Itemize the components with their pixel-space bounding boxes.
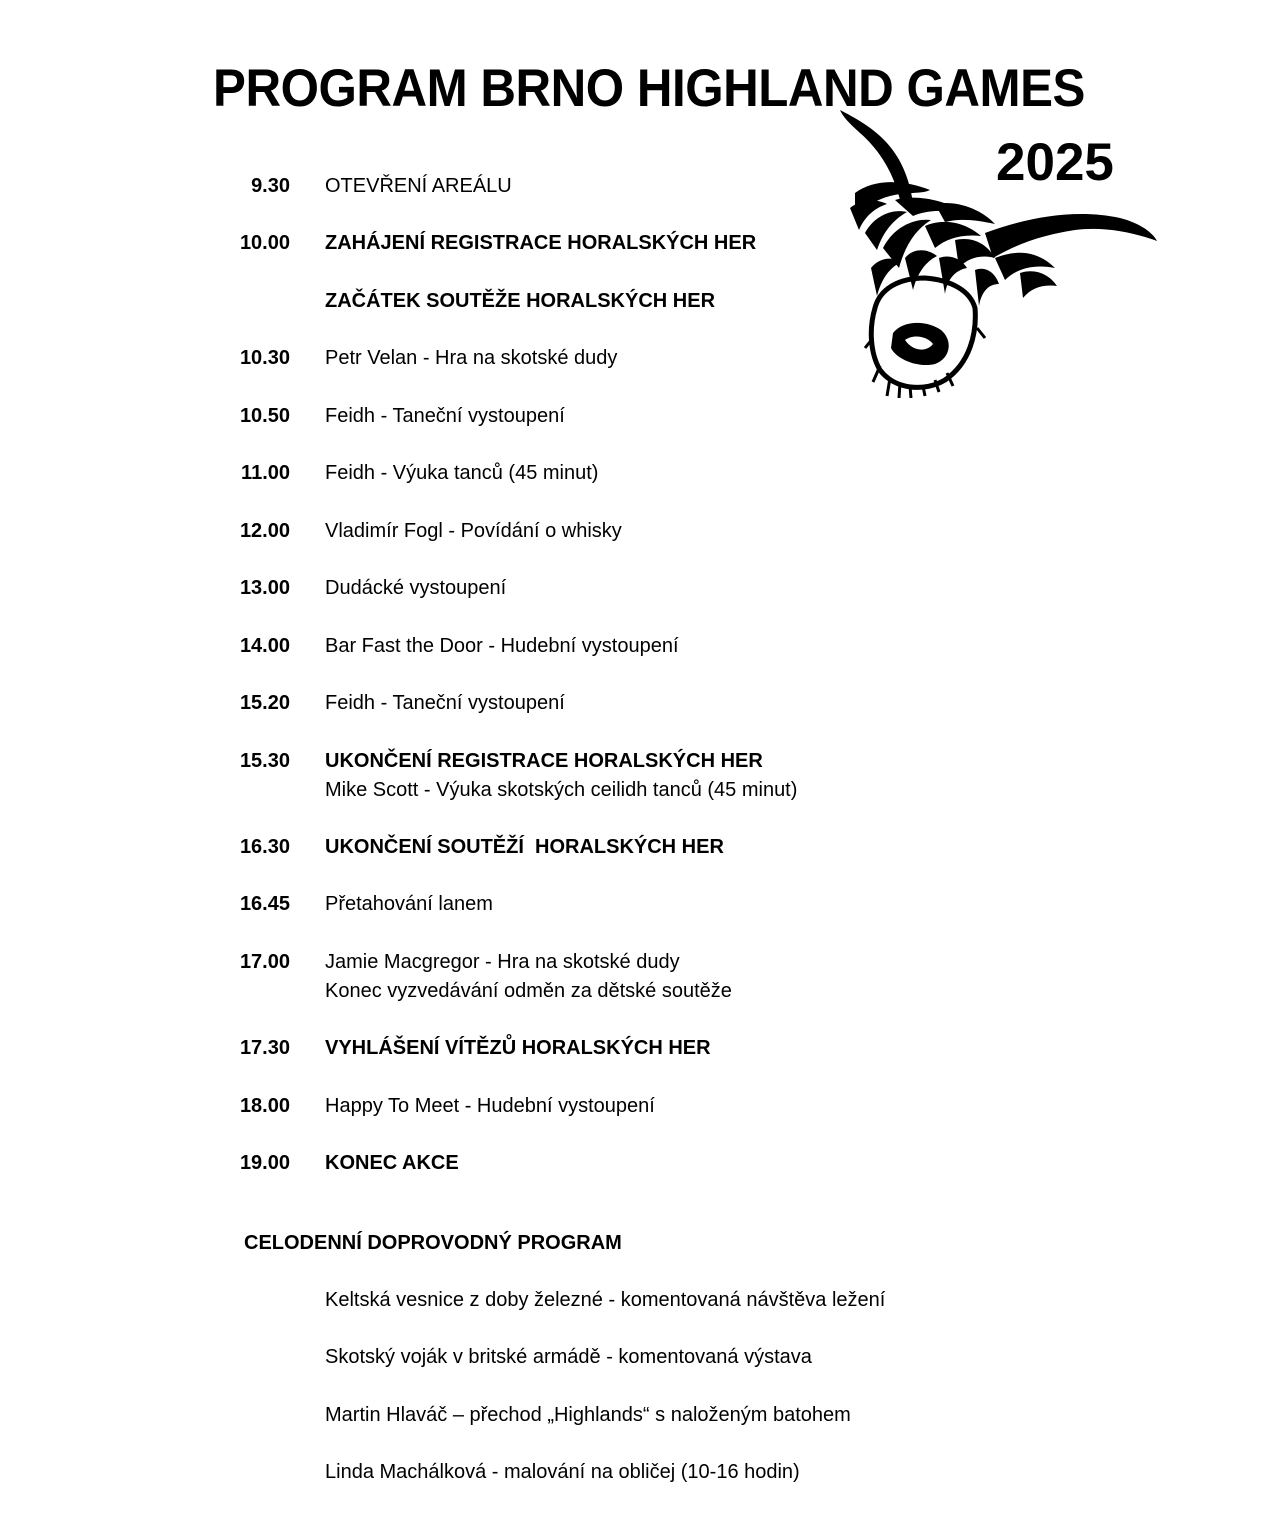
schedule-row [0, 1092, 1000, 1124]
schedule-row [0, 747, 1000, 807]
schedule-row [0, 833, 1000, 865]
schedule-time: 17.30 [239, 1037, 290, 1059]
schedule-desc: Feidh - Taneční vystoupení [325, 405, 565, 427]
year-label: 2025 [996, 133, 1114, 192]
schedule-time: 10.30 [239, 347, 290, 369]
schedule-time: 19.00 [239, 1152, 290, 1174]
schedule-desc: Vladimír Fogl - Povídání o whisky [325, 520, 622, 542]
schedule-desc: Feidh - Výuka tanců (45 minut) [325, 462, 599, 484]
side-program-item: Keltská vesnice z doby železné - komentovaná návštěva ležení [325, 1289, 886, 1311]
schedule-time: 16.30 [239, 836, 290, 858]
schedule-row [0, 689, 1000, 721]
schedule-time: 12.00 [239, 520, 290, 542]
side-program-title: CELODENNÍ DOPROVODNÝ PROGRAM [244, 1232, 622, 1254]
schedule-time: 15.30 [239, 750, 290, 772]
page-title: PROGRAM BRNO HIGHLAND GAMES [213, 59, 1085, 118]
schedule-desc: OTEVŘENÍ AREÁLU [325, 175, 512, 197]
schedule-desc: ZAČÁTEK SOUTĚŽE HORALSKÝCH HER [325, 290, 716, 312]
schedule-row [0, 172, 1000, 204]
schedule-desc: Feidh - Taneční vystoupení [325, 692, 565, 714]
schedule-time: 11.00 [241, 462, 290, 484]
side-program-item: Linda Machálková - malování na obličej (10-16 hodin) [325, 1461, 800, 1483]
schedule-row [0, 574, 1000, 606]
schedule-time: 9.30 [251, 175, 290, 197]
schedule-desc: VYHLÁŠENÍ VÍTĚZŮ HORALSKÝCH HER [325, 1037, 711, 1059]
schedule-time: 15.20 [239, 692, 290, 714]
schedule-row [0, 459, 1000, 491]
side-program-item: Martin Hlaváč – přechod „Highlands“ s naloženým batohem [325, 1404, 851, 1426]
schedule-desc: Jamie Macgregor - Hra na skotské dudy [325, 951, 680, 973]
schedule-row [0, 890, 1000, 922]
schedule-desc: UKONČENÍ SOUTĚŽÍ HORALSKÝCH HER [325, 836, 724, 858]
schedule-desc: Dudácké vystoupení [325, 577, 507, 599]
schedule-time: 14.00 [239, 635, 290, 657]
schedule-desc: KONEC AKCE [325, 1152, 459, 1174]
schedule-row [0, 1034, 1000, 1066]
schedule-desc: Happy To Meet - Hudební vystoupení [325, 1095, 655, 1117]
schedule-time: 10.50 [239, 405, 290, 427]
schedule-desc: ZAHÁJENÍ REGISTRACE HORALSKÝCH HER [325, 232, 757, 254]
schedule-time: 13.00 [239, 577, 290, 599]
schedule-time: 10.00 [239, 232, 290, 254]
schedule-row [0, 344, 1000, 376]
schedule-desc: Přetahování lanem [325, 893, 493, 915]
side-program-item: Skotský voják v britské armádě - komentovaná výstava [325, 1346, 812, 1368]
schedule-desc: Konec vyzvedávání odměn za dětské soutěže [325, 980, 732, 1002]
schedule-desc: Mike Scott - Výuka skotských ceilidh tanců (45 minut) [325, 779, 798, 801]
schedule-time: 17.00 [239, 951, 290, 973]
schedule-time: 18.00 [239, 1095, 290, 1117]
schedule-row [0, 229, 1000, 261]
schedule-row [0, 517, 1000, 549]
schedule-row [0, 632, 1000, 664]
schedule-row [0, 402, 1000, 434]
schedule-desc: Petr Velan - Hra na skotské dudy [325, 347, 618, 369]
schedule-row [0, 1149, 1000, 1181]
schedule-row [0, 287, 1000, 319]
schedule-row [0, 948, 1000, 1008]
schedule-desc: Bar Fast the Door - Hudební vystoupení [325, 635, 679, 657]
schedule-desc: UKONČENÍ REGISTRACE HORALSKÝCH HER [325, 750, 763, 772]
schedule-time: 16.45 [239, 893, 290, 915]
